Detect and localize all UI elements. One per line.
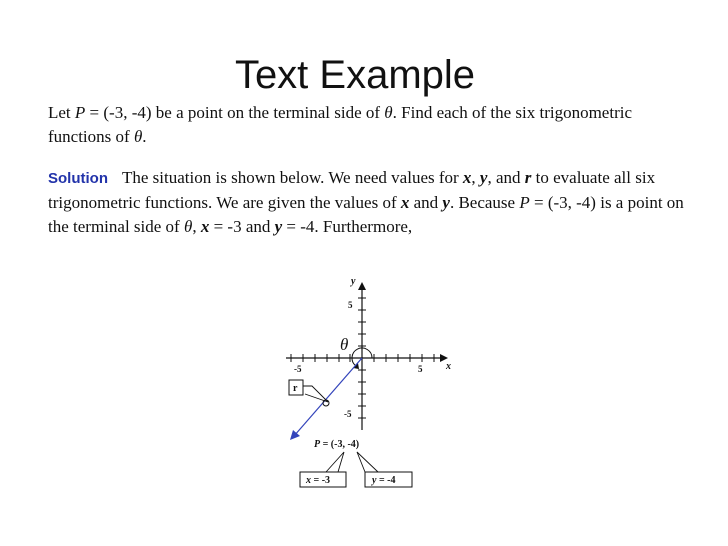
solution-and-2: and — [409, 193, 443, 212]
terminal-ray — [294, 358, 362, 436]
problem-theta: θ — [384, 103, 393, 122]
x-callout-pointer — [326, 452, 344, 472]
point-p-value: = (-3, -4) — [320, 439, 360, 450]
solution-var-x-3: x — [200, 217, 210, 236]
y-value-val: = -4 — [376, 475, 396, 486]
solution-var-y-3: y — [274, 217, 283, 236]
solution-text-6: = -4. Furthermore, — [282, 217, 413, 236]
solution-text-4: = (-3, -4) is a point on the terminal side of — [48, 193, 684, 236]
solution-comma-2: , — [192, 217, 201, 236]
theta-label: θ — [340, 335, 349, 354]
x-value-var: x — [306, 475, 311, 486]
y-axis-arrow — [358, 282, 366, 290]
problem-let: Let — [48, 103, 75, 122]
solution-label: Solution — [48, 170, 108, 187]
point-p-label — [314, 439, 359, 450]
solution-text-3: . Because — [449, 193, 520, 212]
solution-var-r: r — [524, 168, 532, 187]
r-callout — [303, 386, 328, 402]
slide-title: Text Example — [234, 53, 476, 97]
problem-find: . Find each of the six trigonometric functions of — [48, 103, 633, 146]
y-value-label — [371, 475, 395, 486]
solution-var-y-2: y — [442, 193, 450, 212]
problem-point: = (-3, -4) be a point on the terminal side of — [85, 103, 385, 122]
problem-theta-2: θ — [133, 127, 143, 146]
solution-text-1: The situation is shown below. We need values for — [122, 168, 463, 187]
x-value-val: = -3 — [311, 475, 331, 486]
tick-label-neg-x: -5 — [294, 364, 302, 374]
solution-theta: θ — [183, 217, 193, 236]
solution-var-y: y — [479, 168, 488, 187]
solution-comma: , — [471, 168, 480, 187]
solution-and: , and — [487, 168, 525, 187]
problem-end: . — [142, 127, 147, 146]
x-value-label — [305, 475, 330, 486]
point-p-var: P — [314, 439, 321, 450]
y-callout-pointer — [357, 452, 378, 472]
tick-label-neg-y: -5 — [344, 409, 352, 419]
solution-var-p: P — [519, 193, 530, 212]
solution-var-x: x — [462, 168, 472, 187]
y-value-var: y — [372, 475, 377, 486]
axis-x-label: x — [446, 361, 451, 372]
solution-var-x-2: x — [400, 193, 410, 212]
r-label: r — [293, 383, 298, 394]
solution-text-2: to evaluate all six trigonometric functions. We are given the values of — [48, 168, 656, 212]
problem-p: P — [74, 103, 86, 122]
tick-label-pos-y: 5 — [348, 300, 353, 310]
tick-label-pos-x: 5 — [418, 364, 423, 374]
axis-y-label: y — [351, 276, 356, 287]
solution-text-5: = -3 and — [209, 217, 275, 236]
